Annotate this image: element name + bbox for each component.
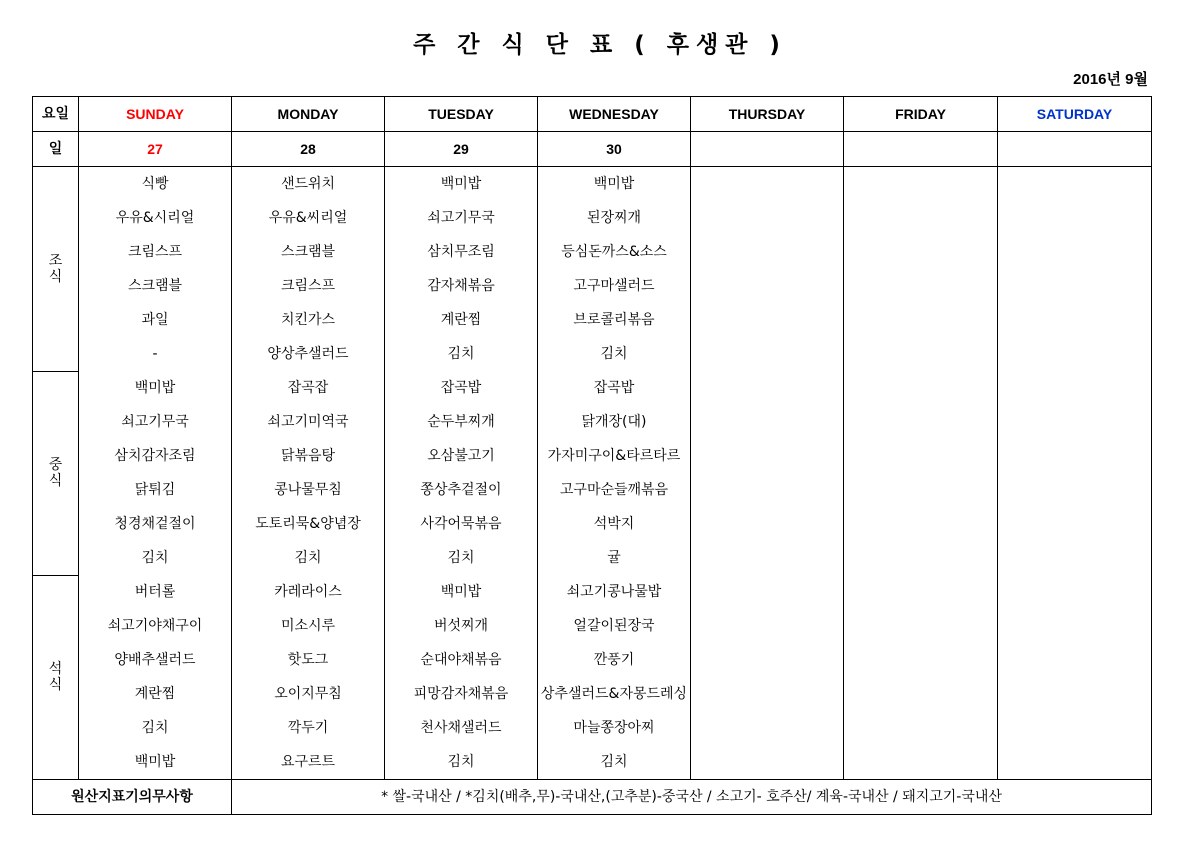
menu-item-thursday <box>691 201 844 235</box>
menu-item-sunday: 김치 <box>79 541 232 575</box>
menu-item-friday <box>844 507 998 541</box>
menu-body <box>33 167 1152 780</box>
lunch-row <box>33 541 1152 575</box>
menu-item-monday: 도토리묵&양념장 <box>232 507 385 541</box>
menu-item-saturday <box>998 235 1152 269</box>
menu-item-sunday: 백미밥 <box>79 745 232 780</box>
menu-item-friday <box>844 235 998 269</box>
menu-item-saturday <box>998 439 1152 473</box>
menu-item-wednesday: 닭개장(대) <box>538 405 691 439</box>
menu-item-saturday <box>998 371 1152 405</box>
menu-item-wednesday: 상추샐러드&자몽드레싱 <box>538 677 691 711</box>
day-header-thursday: THURSDAY <box>691 97 844 132</box>
menu-item-monday: 미소시루 <box>232 609 385 643</box>
menu-item-monday: 크림스프 <box>232 269 385 303</box>
dinner-row <box>33 677 1152 711</box>
lunch-row <box>33 371 1152 405</box>
menu-item-saturday <box>998 167 1152 202</box>
menu-item-monday: 잡곡잡 <box>232 371 385 405</box>
menu-item-tuesday: 사각어묵볶음 <box>385 507 538 541</box>
day-header-monday: MONDAY <box>232 97 385 132</box>
menu-item-tuesday: 백미밥 <box>385 575 538 609</box>
dinner-row <box>33 643 1152 677</box>
menu-item-saturday <box>998 643 1152 677</box>
menu-item-saturday <box>998 711 1152 745</box>
day-label: 요일 <box>33 97 79 132</box>
menu-item-tuesday: 김치 <box>385 541 538 575</box>
lunch-label-bottom: 식 <box>48 473 63 489</box>
menu-item-wednesday: 가자미구이&타르타르 <box>538 439 691 473</box>
menu-item-friday <box>844 575 998 609</box>
lunch-label-top: 중 <box>48 457 63 473</box>
menu-item-saturday <box>998 201 1152 235</box>
menu-item-thursday <box>691 711 844 745</box>
menu-item-thursday <box>691 235 844 269</box>
menu-item-friday <box>844 201 998 235</box>
menu-item-thursday <box>691 541 844 575</box>
day-header-wednesday: WEDNESDAY <box>538 97 691 132</box>
menu-item-monday: 닭볶음탕 <box>232 439 385 473</box>
menu-item-sunday: 청경채겉절이 <box>79 507 232 541</box>
menu-item-sunday: 김치 <box>79 711 232 745</box>
breakfast-row <box>33 337 1152 371</box>
menu-item-saturday <box>998 405 1152 439</box>
menu-item-friday <box>844 473 998 507</box>
menu-item-friday <box>844 337 998 371</box>
menu-item-thursday <box>691 371 844 405</box>
day-name-row <box>33 97 1152 132</box>
menu-item-wednesday: 된장찌개 <box>538 201 691 235</box>
menu-item-saturday <box>998 677 1152 711</box>
breakfast-row <box>33 269 1152 303</box>
menu-item-sunday: 식빵 <box>79 167 232 202</box>
weekly-menu-table <box>32 96 1152 815</box>
day-header-friday: FRIDAY <box>844 97 998 132</box>
breakfast-label-bottom: 식 <box>48 268 63 285</box>
dinner-label-top: 석 <box>48 661 63 678</box>
dinner-row <box>33 745 1152 780</box>
menu-item-tuesday: 쇠고기무국 <box>385 201 538 235</box>
menu-item-wednesday: 고구마순들깨볶음 <box>538 473 691 507</box>
menu-item-monday: 샌드위치 <box>232 167 385 202</box>
menu-item-sunday: 삼치감자조림 <box>79 439 232 473</box>
breakfast-label <box>33 167 79 372</box>
menu-item-thursday <box>691 303 844 337</box>
menu-item-wednesday: 김치 <box>538 337 691 371</box>
menu-item-sunday: 쇠고기무국 <box>79 405 232 439</box>
menu-item-friday <box>844 677 998 711</box>
menu-item-wednesday: 쇠고기콩나물밥 <box>538 575 691 609</box>
origin-note-label: 원산지표기의무사항 <box>33 780 232 815</box>
menu-item-friday <box>844 711 998 745</box>
menu-item-wednesday: 마늘쫑장아찌 <box>538 711 691 745</box>
lunch-row <box>33 439 1152 473</box>
menu-item-sunday: 과일 <box>79 303 232 337</box>
day-header-sunday: SUNDAY <box>79 97 232 132</box>
menu-item-tuesday: 피망감자채볶음 <box>385 677 538 711</box>
menu-item-saturday <box>998 337 1152 371</box>
menu-item-tuesday: 순대야채볶음 <box>385 643 538 677</box>
menu-item-wednesday: 등심돈까스&소스 <box>538 235 691 269</box>
menu-item-thursday <box>691 609 844 643</box>
menu-item-wednesday: 잡곡밥 <box>538 371 691 405</box>
day-header-tuesday: TUESDAY <box>385 97 538 132</box>
lunch-row <box>33 507 1152 541</box>
menu-item-sunday: 양배추샐러드 <box>79 643 232 677</box>
menu-item-friday <box>844 405 998 439</box>
menu-item-thursday <box>691 473 844 507</box>
breakfast-row <box>33 235 1152 269</box>
menu-item-sunday: 쇠고기야채구이 <box>79 609 232 643</box>
menu-item-wednesday: 김치 <box>538 745 691 780</box>
menu-item-saturday <box>998 269 1152 303</box>
menu-item-saturday <box>998 541 1152 575</box>
menu-item-monday: 카레라이스 <box>232 575 385 609</box>
date-tuesday: 29 <box>385 132 538 167</box>
date-thursday <box>691 132 844 167</box>
dinner-row <box>33 609 1152 643</box>
menu-item-monday: 양상추샐러드 <box>232 337 385 371</box>
menu-item-tuesday: 감자채볶음 <box>385 269 538 303</box>
date-friday <box>844 132 998 167</box>
dinner-label-bottom: 식 <box>48 677 63 694</box>
menu-item-monday: 우유&씨리얼 <box>232 201 385 235</box>
page-title: 주 간 식 단 표 ( 후생관 ) <box>413 32 787 58</box>
breakfast-row <box>33 303 1152 337</box>
menu-item-thursday <box>691 439 844 473</box>
date-monday: 28 <box>232 132 385 167</box>
menu-item-sunday: 스크램블 <box>79 269 232 303</box>
menu-item-wednesday: 석박지 <box>538 507 691 541</box>
menu-item-wednesday: 귤 <box>538 541 691 575</box>
menu-item-friday <box>844 745 998 780</box>
menu-item-saturday <box>998 303 1152 337</box>
menu-item-sunday: 닭튀김 <box>79 473 232 507</box>
menu-item-sunday: 우유&시리얼 <box>79 201 232 235</box>
menu-item-monday: 김치 <box>232 541 385 575</box>
lunch-label <box>33 371 79 575</box>
menu-item-tuesday: 계란찜 <box>385 303 538 337</box>
menu-item-saturday <box>998 609 1152 643</box>
menu-item-thursday <box>691 269 844 303</box>
menu-item-monday: 오이지무침 <box>232 677 385 711</box>
menu-item-wednesday: 백미밥 <box>538 167 691 202</box>
breakfast-label-top: 조 <box>48 252 63 269</box>
day-header-saturday: SATURDAY <box>998 97 1152 132</box>
menu-item-saturday <box>998 473 1152 507</box>
menu-item-tuesday: 순두부찌개 <box>385 405 538 439</box>
menu-item-friday <box>844 541 998 575</box>
menu-item-tuesday: 쫑상추겉절이 <box>385 473 538 507</box>
menu-item-friday <box>844 643 998 677</box>
menu-item-tuesday: 김치 <box>385 337 538 371</box>
date-saturday <box>998 132 1152 167</box>
date-label: 일 <box>33 132 79 167</box>
menu-item-monday: 치킨가스 <box>232 303 385 337</box>
menu-item-tuesday: 버섯찌개 <box>385 609 538 643</box>
menu-item-sunday: 크림스프 <box>79 235 232 269</box>
menu-item-saturday <box>998 507 1152 541</box>
menu-item-friday <box>844 371 998 405</box>
origin-note-text: * 쌀-국내산 / *김치(배추,무)-국내산,(고추분)-중국산 / 소고기- 호주산/ 계육-국내산 / 돼지고기-국내산 <box>232 780 1152 815</box>
lunch-row <box>33 405 1152 439</box>
menu-item-sunday: 계란찜 <box>79 677 232 711</box>
menu-item-tuesday: 오삼불고기 <box>385 439 538 473</box>
dinner-row <box>33 575 1152 609</box>
menu-month: 2016년 9월 <box>1073 71 1148 88</box>
menu-item-thursday <box>691 575 844 609</box>
menu-item-thursday <box>691 745 844 780</box>
menu-item-monday: 스크램블 <box>232 235 385 269</box>
menu-item-wednesday: 브로콜리볶음 <box>538 303 691 337</box>
menu-item-friday <box>844 303 998 337</box>
menu-item-saturday <box>998 575 1152 609</box>
menu-item-monday: 깍두기 <box>232 711 385 745</box>
dinner-row <box>33 711 1152 745</box>
menu-item-tuesday: 삼치무조림 <box>385 235 538 269</box>
menu-item-tuesday: 김치 <box>385 745 538 780</box>
date-row <box>33 132 1152 167</box>
menu-item-thursday <box>691 643 844 677</box>
menu-item-friday <box>844 269 998 303</box>
menu-item-sunday: 백미밥 <box>79 371 232 405</box>
menu-item-monday: 콩나물무침 <box>232 473 385 507</box>
menu-item-monday: 핫도그 <box>232 643 385 677</box>
menu-item-wednesday: 얼갈이된장국 <box>538 609 691 643</box>
date-sunday: 27 <box>79 132 232 167</box>
menu-item-wednesday: 깐풍기 <box>538 643 691 677</box>
origin-note-row <box>33 780 1152 815</box>
breakfast-row <box>33 167 1152 202</box>
menu-item-sunday: - <box>79 337 232 371</box>
menu-item-tuesday: 잡곡밥 <box>385 371 538 405</box>
date-wednesday: 30 <box>538 132 691 167</box>
menu-item-sunday: 버터롤 <box>79 575 232 609</box>
menu-item-monday: 요구르트 <box>232 745 385 780</box>
menu-item-thursday <box>691 507 844 541</box>
menu-item-thursday <box>691 677 844 711</box>
lunch-row <box>33 473 1152 507</box>
breakfast-row <box>33 201 1152 235</box>
menu-item-tuesday: 백미밥 <box>385 167 538 202</box>
menu-item-saturday <box>998 745 1152 780</box>
menu-item-friday <box>844 609 998 643</box>
menu-item-friday <box>844 439 998 473</box>
menu-item-tuesday: 천사채샐러드 <box>385 711 538 745</box>
menu-item-friday <box>844 167 998 202</box>
menu-item-wednesday: 고구마샐러드 <box>538 269 691 303</box>
menu-item-thursday <box>691 405 844 439</box>
menu-item-thursday <box>691 167 844 202</box>
dinner-label <box>33 575 79 780</box>
menu-item-thursday <box>691 337 844 371</box>
menu-item-monday: 쇠고기미역국 <box>232 405 385 439</box>
